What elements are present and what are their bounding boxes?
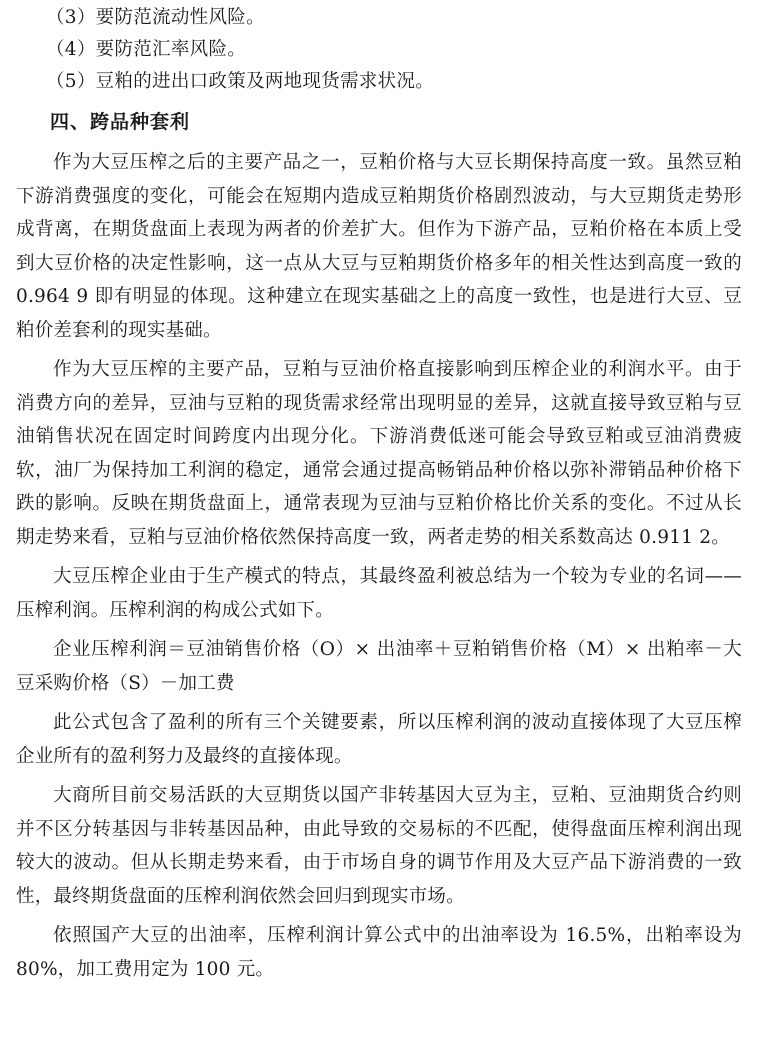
paragraph-formula-explanation: 此公式包含了盈利的所有三个关键要素，所以压榨利润的波动直接体现了大豆压榨企业所有的盈利努力及最终的直接体现。	[16, 712, 742, 767]
list-item-import-export-policy: （5）豆粕的进出口政策及两地现货需求状况。	[46, 71, 435, 92]
paragraph-crush-margin-intro: 大豆压榨企业由于生产模式的特点，其最终盈利被总结为一个较为专业的名词——压榨利润。压榨利润的构成公式如下。	[16, 566, 742, 621]
list-item-exchange-rate-risk: （4）要防范汇率风险。	[46, 39, 247, 60]
section-heading: 四、跨品种套利	[50, 111, 191, 133]
paragraph-soyoil-soymeal: 作为大豆压榨的主要产品，豆粕与豆油价格直接影响到压榨企业的利润水平。由于消费方向的差异，豆油与豆粕的现货需求经常出现明显的差异，这就直接导致豆粕与豆油销售状况在固定时间跨度内出现分化。下游消费低迷可能会导致豆粕或豆油消费疲软，油厂为保持加工利润的稳定，通常会通过提高畅销品种价格以弥补滞销品种价格下跌的影响。反映在期货盘面上，通常表现为豆油与豆粕价格比价关系的变化。不过从长期走势来看，豆粕与豆油价格依然保持高度一致，两者走势的相关系数高达 0.911 2。	[16, 359, 742, 548]
paragraph-dce-futures: 大商所目前交易活跃的大豆期货以国产非转基因大豆为主，豆粕、豆油期货合约则并不区分转基因与非转基因品种，由此导致的交易标的不匹配，使得盘面压榨利润出现较大的波动。但从长期走势来看，由于市场自身的调节作用及大豆产品下游消费的一致性，最终期货盘面的压榨利润依然会回归到现实市场。	[16, 785, 742, 907]
list-item-liquidity-risk: （3）要防范流动性风险。	[46, 7, 265, 28]
paragraph-parameters: 依照国产大豆的出油率，压榨利润计算公式中的出油率设为 16.5%，出粕率设为 80%，加工费用定为 100 元。	[16, 925, 742, 980]
paragraph-soymeal-correlation: 作为大豆压榨之后的主要产品之一，豆粕价格与大豆长期保持高度一致。虽然豆粕下游消费强度的变化，可能会在短期内造成豆粕期货价格剧烈波动，与大豆期货走势形成背离，在期货盘面上表现为两者的价差扩大。但作为下游产品，豆粕价格在本质上受到大豆价格的决定性影响，这一点从大豆与豆粕期货价格多年的相关性达到高度一致的 0.964 9 即有明显的体现。这种建立在现实基础之上的高度一致性，也是进行大豆、豆粕价差套利的现实基础。	[16, 152, 742, 341]
paragraph-crush-formula: 企业压榨利润＝豆油销售价格（O）× 出油率＋豆粕销售价格（M）× 出粕率－大豆采购价格（S）－加工费	[16, 639, 742, 694]
